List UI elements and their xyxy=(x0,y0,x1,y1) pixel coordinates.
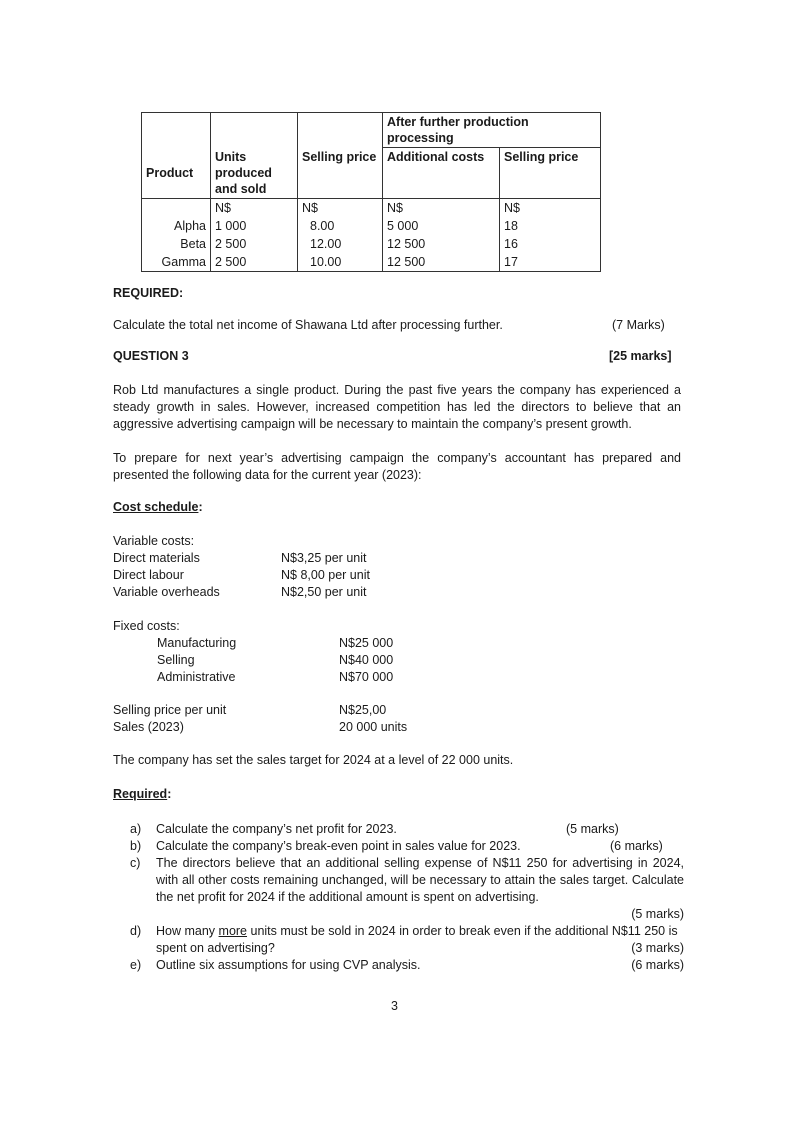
required-marks: (7 Marks) xyxy=(612,318,665,332)
table-row: N$ N$ N$ N$ xyxy=(142,198,601,217)
table-corner-cell xyxy=(142,113,211,148)
cost-schedule-heading: Cost schedule: xyxy=(113,500,203,514)
intro-paragraph-1: Rob Ltd manufactures a single product. During the past five years the company has experienced a steady growth in sales. However, increased competition has led the directors to believe that an aggressive advertising campaign will be necessary to maintain the company’s present growth. xyxy=(113,383,681,431)
table-row: Gamma 2 500 10.00 12 500 17 xyxy=(142,253,601,272)
required-items-list xyxy=(130,821,684,974)
cost-label: Direct labour xyxy=(113,568,184,582)
item-marks: (5 marks) xyxy=(631,907,684,921)
list-item: a) Calculate the company’s net profit for 2023. (5 marks) xyxy=(130,822,619,836)
sales-target-text: The company has set the sales target for 2024 at a level of 22 000 units. xyxy=(113,753,514,767)
header-units: Units produced and sold xyxy=(211,148,298,199)
cost-value: N$25 000 xyxy=(339,636,394,650)
question-3-title: QUESTION 3 xyxy=(113,349,189,363)
group-header: After further production processing xyxy=(383,113,601,148)
cost-value: N$3,25 per unit xyxy=(281,551,367,565)
selling-price-label: Selling price per unit xyxy=(113,703,227,717)
selling-price-value: N$25,00 xyxy=(339,703,387,717)
cost-label: Direct materials xyxy=(113,551,200,565)
list-item xyxy=(130,906,684,923)
cost-label: Manufacturing xyxy=(157,636,237,650)
item-marks: (3 marks) xyxy=(631,941,684,955)
fixed-costs-heading: Fixed costs: xyxy=(113,619,180,633)
cost-label: Selling xyxy=(157,653,195,667)
cost-label: Variable overheads xyxy=(113,585,220,599)
required-heading: REQUIRED: xyxy=(113,286,184,300)
list-item: d) How many more units must be sold in 2024 in order to break even if the additional N$11 250 is spent on advertising? (3 marks) xyxy=(130,924,684,955)
intro-paragraph-2: To prepare for next year’s advertising campaign the company’s accountant has prepared and presented the following data for the current year (2023): xyxy=(113,451,681,482)
question-3-marks: [25 marks] xyxy=(609,349,672,363)
cost-label: Administrative xyxy=(157,670,236,684)
cost-value: N$70 000 xyxy=(339,670,394,684)
cost-value: N$40 000 xyxy=(339,653,394,667)
item-marks: (6 marks) xyxy=(631,958,684,972)
question-3-required-heading: Required: xyxy=(113,787,172,801)
list-item: c) The directors believe that an additional selling expense of N$11 250 for advertising in 2024, with all other costs remaining unchanged, will be necessary to attain the sales target. Calculate the net profit for 2024 if the additional amount is spent on advertising. xyxy=(130,856,684,904)
table-row: Beta 2 500 12.00 12 500 16 xyxy=(142,235,601,253)
list-item: e) Outline six assumptions for using CVP analysis. (6 marks) xyxy=(130,958,684,972)
item-marks: (6 marks) xyxy=(610,839,663,853)
required-text: Calculate the total net income of Shawana Ltd after processing further. xyxy=(113,318,503,332)
item-marks: (5 marks) xyxy=(566,822,619,836)
cost-value: N$2,50 per unit xyxy=(281,585,367,599)
header-selling-price-after: Selling price xyxy=(500,148,601,199)
header-product: Product xyxy=(142,148,211,199)
variable-costs-heading: Variable costs: xyxy=(113,534,195,548)
header-additional-costs: Additional costs xyxy=(383,148,500,199)
page-number: 3 xyxy=(391,999,398,1013)
product-table xyxy=(141,112,601,272)
table-row: Alpha 1 000 8.00 5 000 18 xyxy=(142,217,601,235)
list-item: b) Calculate the company’s break-even point in sales value for 2023. (6 marks) xyxy=(130,839,663,853)
sales-label: Sales (2023) xyxy=(113,720,184,734)
cost-value: N$ 8,00 per unit xyxy=(281,568,370,582)
header-selling-price: Selling price xyxy=(298,148,383,199)
sales-value: 20 000 units xyxy=(339,720,408,734)
